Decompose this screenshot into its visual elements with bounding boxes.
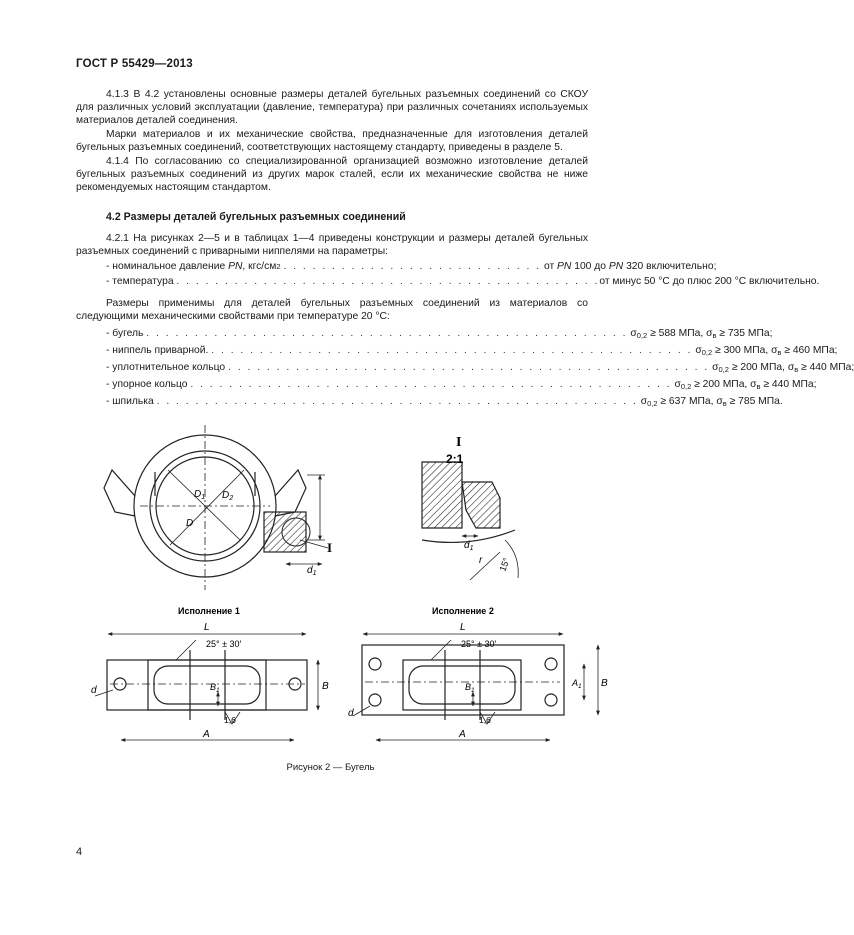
detail-angle: 15° (497, 556, 512, 573)
param-temperature: - температура . . . . . . . . . . . . . . . . . . . . . . . . . . . . . . . . . . . . . . . . . . . . от минус 50 °С до плюс 200 °С включительно. (106, 276, 820, 287)
leader-dots: . . . . . . . . . . . . . . . . . . . . . . . . . . . . . . . . . . . . . . . . . . . . . . . . . . (190, 379, 672, 390)
plan-view (104, 425, 328, 590)
v1-label-L: L (204, 622, 210, 633)
material-row: - шпилька . . . . . . . . . . . . . . . . . . . . . . . . . . . . . . . . . . . . . . . . . . . . . . . . . . $\sigma_{0,2} \ge 637$ МПа, $\sigma_в \ge 785$ МПа. (106, 394, 588, 411)
v2-label-B: B (601, 678, 608, 689)
v2-angle: 25° ± 30′ (461, 639, 497, 649)
document-header: ГОСТ Р 55429—2013 (76, 58, 193, 70)
sizes-intro: Размеры применимы для деталей бугельных разъемных соединений из материалов со следующими механическими свойствами при температуре 20 °С: (76, 298, 588, 322)
paragraph-materials: Марки материалов и их механические свойства, предназначенные для изготовления деталей бугельных разъемных соединений, соответствующих настоящему стандарту, приведены в разделе 5. (76, 129, 588, 153)
variant2-view (353, 634, 598, 740)
section-title: 4.2 Размеры деталей бугельных разъемных соединений (106, 211, 406, 223)
figure-caption: Рисунок 2 — Бугель (286, 762, 375, 773)
v1-angle: 25° ± 30′ (206, 639, 242, 649)
v2-roughness: 1,6 (479, 715, 491, 725)
detail-scale: 2:1 (446, 452, 464, 466)
label-d1: $d_1$ (307, 565, 317, 577)
label-D1: $D_1$ (194, 489, 206, 501)
variant1-title: Исполнение 1 (178, 606, 240, 616)
detail-mark: I (456, 435, 462, 450)
param-pressure: - номинальное давление PN , кгс/см 2 . . . . . . . . . . . . . . . . . . . . . . . . . . . от PN 100 до PN 320 включительно; (106, 261, 717, 272)
detail-callout: I (327, 540, 333, 555)
leader-dots: . . . . . . . . . . . . . . . . . . . . . . . . . . . (283, 261, 542, 272)
paragraph-4-2-1-text: 4.2.1 На рисунках 2—5 и в таблицах 1—4 приведены конструкции и размеры деталей бугельных разъемных соединений с приварными ниппелями на параметры: (76, 233, 588, 257)
v2-label-A1: $A_1$ (572, 678, 582, 690)
v2-label-A: A (459, 729, 466, 740)
detail-label-d1: $d_1$ (464, 540, 474, 552)
v1-roughness: 1,6 (224, 715, 236, 725)
material-row: - ниппель приварной. . . . . . . . . . . . . . . . . . . . . . . . . . . . . . . . . . . . . . . . . . . . . . . . . . . $\sigma_{0,2} \ge 300$ МПа, $\sigma_в \ge 460$ МПа; (106, 343, 588, 360)
v2-label-d: d (348, 708, 354, 719)
v1-label-B: B (322, 681, 329, 692)
variant1-view (95, 634, 318, 740)
material-row: - бугель . . . . . . . . . . . . . . . . . . . . . . . . . . . . . . . . . . . . . . . . . . . . . . . . . . $\sigma_{0,2} \ge 588$ МПа, $\sigma_в \ge 735$ МПа; (106, 326, 588, 343)
detail-label-r: r (479, 555, 483, 566)
leader-dots: . . . . . . . . . . . . . . . . . . . . . . . . . . . . . . . . . . . . . . . . . . . . . . . . . . (156, 396, 638, 407)
page-number: 4 (76, 846, 83, 858)
paragraph-4-1-3: 4.1.3 В 4.2 установлены основные размеры деталей бугельных разъемных соединений со СКОУ для различных условий эксплуатации (давление, температура) при различных сочетаниях используемых материалов деталей соединения. (76, 89, 588, 126)
material-row: - уплотнительное кольцо . . . . . . . . . . . . . . . . . . . . . . . . . . . . . . . . . . . . . . . . . . . . . . . . . . $\sigma_{0,2} \ge 200$ МПа, $\sigma_в \ge 440$ МПа; (106, 360, 588, 377)
leader-dots: . . . . . . . . . . . . . . . . . . . . . . . . . . . . . . . . . . . . . . . . . . . . (176, 276, 600, 287)
material-row: - упорное кольцо . . . . . . . . . . . . . . . . . . . . . . . . . . . . . . . . . . . . . . . . . . . . . . . . . . $\sigma_{0,2} \ge 200$ МПа, $\sigma_в \ge 440$ МПа; (106, 377, 588, 394)
variant2-title: Исполнение 2 (432, 606, 494, 616)
leader-dots: . . . . . . . . . . . . . . . . . . . . . . . . . . . . . . . . . . . . . . . . . . . . . . . . . . (146, 328, 628, 339)
label-D: D (186, 518, 194, 529)
label-D2: $D_2$ (222, 490, 234, 502)
leader-dots: . . . . . . . . . . . . . . . . . . . . . . . . . . . . . . . . . . . . . . . . . . . . . . . . . . (228, 362, 710, 373)
paragraph-4-1-4: 4.1.4 По согласованию со специализированной организацией возможно изготовление деталей бугельных разъемных соединений из других марок сталей, если их механические свойства не ниже рекомендуемых настоящим стандартом. (76, 156, 588, 193)
v1-label-B1: $B_1$ (210, 682, 220, 694)
v1-label-d: d (91, 685, 97, 696)
v1-label-A: A (203, 729, 210, 740)
v2-label-B1: $B_1$ (465, 682, 475, 694)
v2-label-L: L (460, 622, 466, 633)
leader-dots: . . . . . . . . . . . . . . . . . . . . . . . . . . . . . . . . . . . . . . . . . . . . . . . . . . (211, 345, 693, 356)
